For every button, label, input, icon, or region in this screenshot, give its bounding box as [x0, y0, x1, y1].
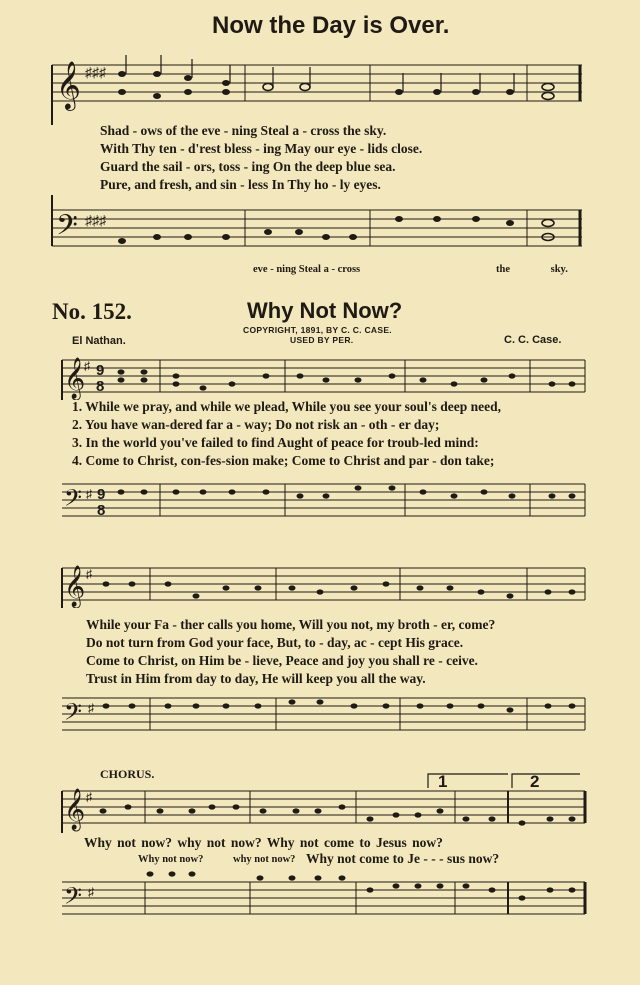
svg-text:𝄞: 𝄞: [64, 789, 86, 830]
hymn1-verse-1: Shad - ows of the eve - ning Steal a - cross the sky.: [100, 123, 387, 138]
system2-verse-4: Trust in Him from day to day, He will keep you all the way.: [86, 671, 426, 686]
svg-text:♯: ♯: [86, 567, 92, 581]
chorus-bass-words-c: Why not come to Je - - - sus now?: [306, 851, 500, 866]
hymn1-treble-staff: [0, 55, 640, 125]
hymn2-number: No. 152.: [52, 299, 132, 324]
svg-text:♯: ♯: [88, 885, 94, 899]
svg-text:♯♯♯: ♯♯♯: [85, 212, 106, 228]
system2-bass-staff: [0, 690, 640, 738]
svg-text:♯: ♯: [86, 487, 92, 501]
time-sig-top: 9: [96, 362, 105, 379]
system2-treble-staff: [0, 560, 640, 608]
system1-verse-2: 2. You have wan-dered far a - way; Do not risk an - oth - er day;: [72, 417, 440, 432]
hymn2-author: El Nathan.: [72, 335, 126, 347]
ending-2-number: 2: [530, 772, 540, 790]
svg-text:𝄞: 𝄞: [56, 60, 81, 109]
chorus-bass-staff: [0, 870, 640, 930]
svg-text:♯: ♯: [88, 701, 94, 715]
system2-verse-2: Do not turn from God your face, But, to - day, ac - cept His grace.: [86, 635, 464, 650]
chorus-bass-words-a: Why not now?: [138, 854, 204, 865]
system1-verse-1: 1. While we pray, and while we plead, While you see your soul's deep need,: [72, 399, 502, 414]
svg-text:♯: ♯: [86, 790, 92, 804]
hymn2-title: Why Not Now?: [247, 298, 403, 323]
system2-verse-3: Come to Christ, on Him be - lieve, Peace and joy you shall re - ceive.: [86, 653, 478, 668]
hymn2-copyright: COPYRIGHT, 1891, BY C. C. CASE.: [243, 325, 392, 335]
svg-text:9: 9: [97, 486, 106, 503]
svg-text:♯: ♯: [84, 359, 90, 373]
svg-text:𝄞: 𝄞: [64, 358, 86, 399]
hymn1-bass-words-end: the sky.: [496, 264, 568, 275]
chorus-treble-staff: [0, 783, 640, 833]
svg-text:♯♯♯: ♯♯♯: [85, 64, 106, 80]
system1-verse-4: 4. Come to Christ, con-fes-sion make; Come to Christ and par - don take;: [72, 453, 495, 468]
svg-text:𝄢: 𝄢: [64, 698, 83, 731]
svg-text:𝄞: 𝄞: [64, 566, 86, 607]
hymn1-verse-3: Guard the sail - ors, toss - ing On the deep blue sea.: [100, 159, 396, 174]
svg-text:𝄢: 𝄢: [64, 882, 83, 915]
hymn1-bass-staff: [0, 195, 640, 270]
hymn1-bass-words: eve - ning Steal a - cross: [253, 264, 361, 275]
ending-1-number: 1: [438, 772, 448, 790]
hymn1-verse-4: Pure, and fresh, and sin - less In Thy ho - ly eyes.: [100, 177, 381, 192]
chorus-words: Why not now? why not now? Why not come to Jesus now?: [84, 835, 443, 850]
system1-treble-staff: [0, 352, 640, 400]
hymn1-title: Now the Day is Over.: [212, 12, 450, 39]
hymn2-used-by: USED BY PER.: [290, 335, 354, 345]
chorus-label: CHORUS.: [100, 767, 155, 781]
chorus-bass-words-b: why not now?: [233, 854, 296, 865]
svg-text:𝄢: 𝄢: [64, 484, 83, 517]
system1-verse-3: 3. In the world you've failed to find Aught of peace for troub-led mind:: [72, 435, 479, 450]
svg-text:𝄢: 𝄢: [56, 209, 78, 249]
svg-text:8: 8: [97, 502, 106, 519]
hymn1-verse-2: With Thy ten - d'rest bless - ing May our eye - lids close.: [100, 141, 423, 156]
hymn2-composer: C. C. Case.: [504, 334, 562, 346]
system1-bass-staff: [0, 476, 640, 524]
time-sig-bottom: 8: [96, 378, 105, 395]
system2-verse-1: While your Fa - ther calls you home, Will you not, my broth - er, come?: [86, 617, 496, 632]
